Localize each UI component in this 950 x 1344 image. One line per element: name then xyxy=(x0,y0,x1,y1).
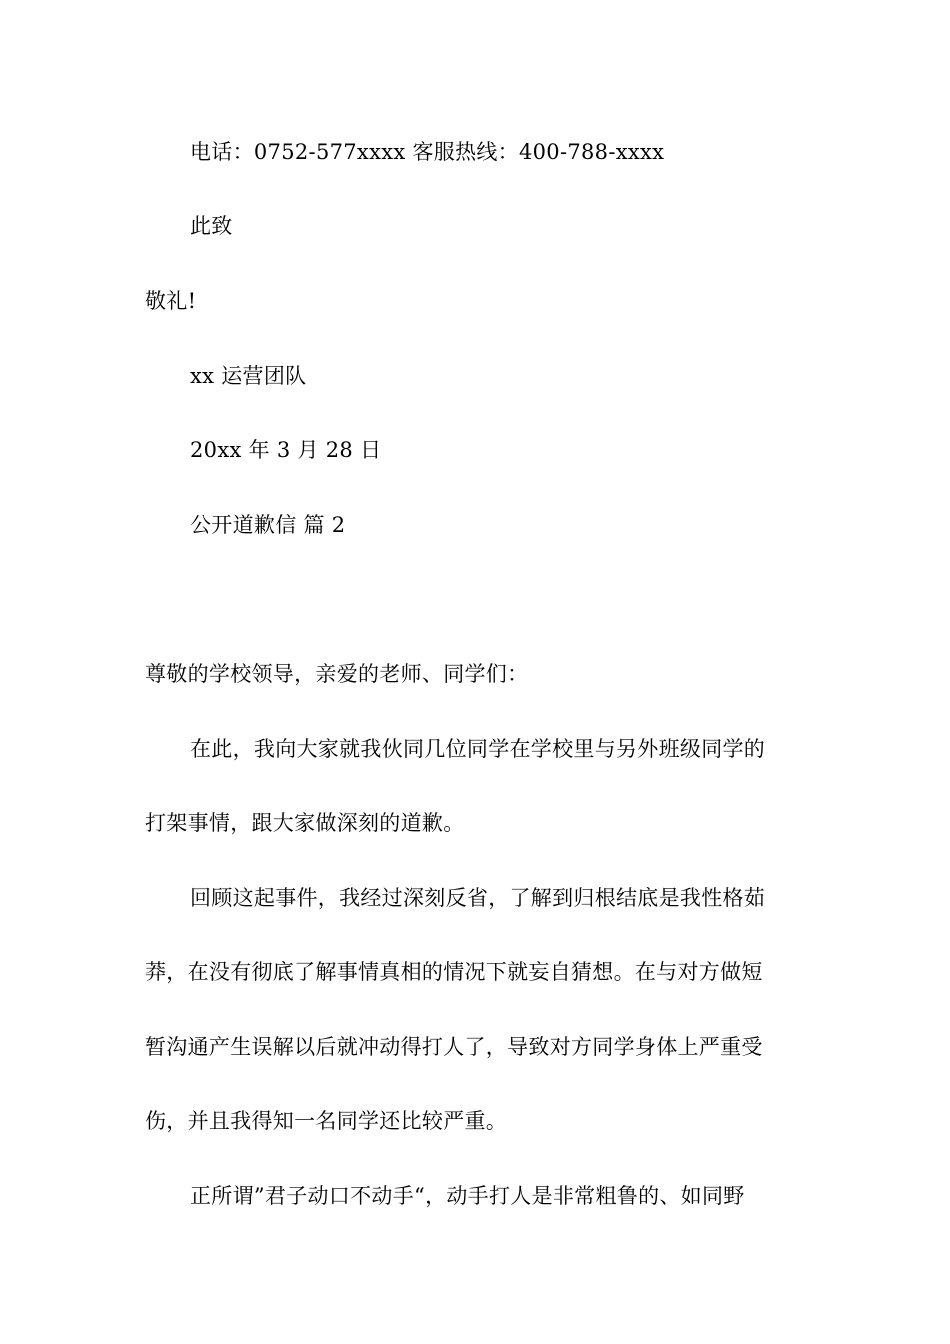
paragraph-line: 打架事情，跟大家做深刻的道歉。 xyxy=(145,811,465,835)
section-heading: 公开道歉信 篇 2 xyxy=(190,513,346,537)
contact-phone-line: 电话：0752-577xxxx 客服热线：400-788-xxxx xyxy=(190,140,665,164)
paragraph-line: 正所谓”君子动口不动手“，动手打人是非常粗鲁的、如同野 xyxy=(190,1184,745,1208)
letter-greeting: 尊敬的学校领导，亲爱的老师、同学们： xyxy=(145,662,529,686)
paragraph-line: 暂沟通产生误解以后就冲动得打人了，导致对方同学身体上严重受 xyxy=(145,1035,763,1059)
closing-regards: 敬礼! xyxy=(145,289,197,313)
paragraph-line: 莽，在没有彻底了解事情真相的情况下就妄自猜想。在与对方做短 xyxy=(145,960,763,984)
signature-date: 20xx 年 3 月 28 日 xyxy=(190,438,382,462)
paragraph-line: 伤，并且我得知一名同学还比较严重。 xyxy=(145,1109,508,1133)
paragraph-line: 回顾这起事件，我经过深刻反省，了解到归根结底是我性格茹 xyxy=(190,886,766,910)
paragraph-line: 在此，我向大家就我伙同几位同学在学校里与另外班级同学的 xyxy=(190,737,766,761)
closing-salutation: 此致 xyxy=(190,214,233,238)
signature-team: xx 运营团队 xyxy=(190,364,307,388)
